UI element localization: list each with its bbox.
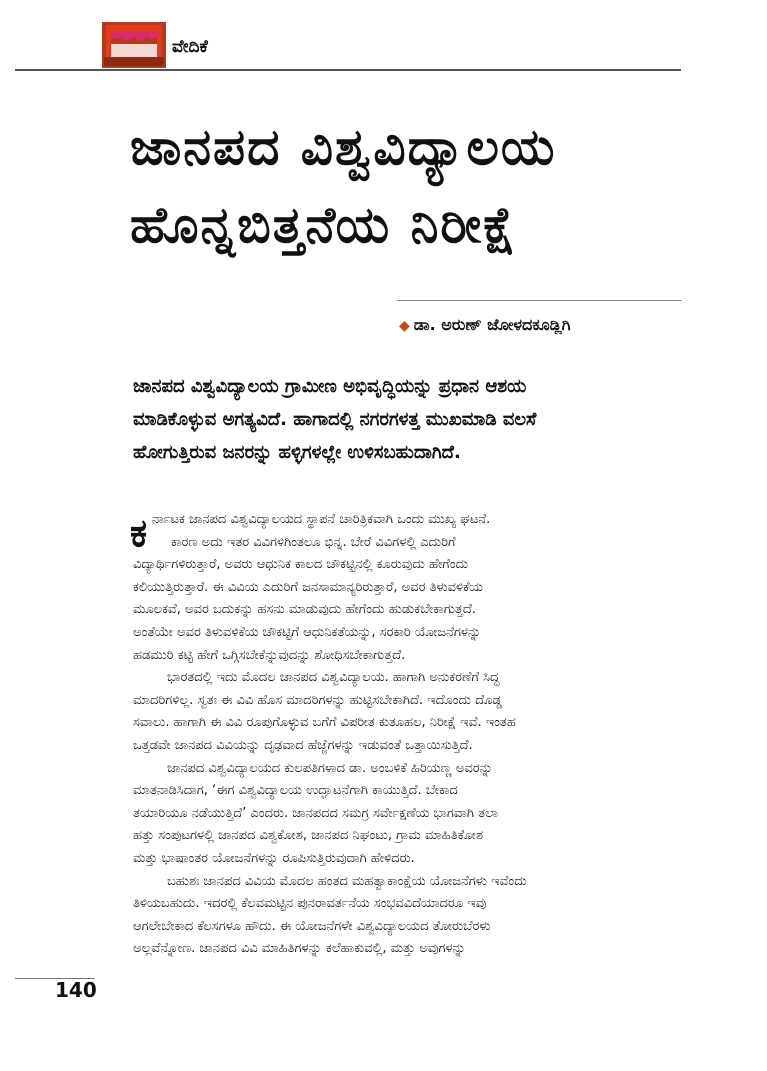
title-line-2: ಹೊನ್ನಬಿತ್ತನೆಯ ನಿರೀಕ್ಷೆ	[130, 196, 518, 254]
body-line: ಒತ್ತಡವೇ ಜಾನಪದ ವಿವಿಯನ್ನು ದೃಢವಾದ ಹೆಜ್ಜೆಗಳನ್ನು ಇಡುವಂತೆ ಒತ್ತಾಯಿಸುತ್ತಿದೆ.	[133, 737, 473, 753]
body-line: ಕ ರ್ನಾಟಕ ಜಾನಪದ ವಿಶ್ವವಿದ್ಯಾಲಯದ ಸ್ಥಾಪನೆ ಚಾರಿತ್ರಿಕವಾಗಿ ಒಂದು ಮುಖ್ಯ ಘಟನೆ.	[130, 511, 491, 555]
body-line: ವಿದ್ಯಾರ್ಥಿಗಳಿರುತ್ತಾರೆ, ಅವರು ಆಧುನಿಕ ಕಾಲದ ಚೌಕಟ್ಟಿನಲ್ಲಿ ಕೂರುವುದು ಹೇಗೆಂದು	[133, 557, 469, 573]
author-byline	[399, 315, 571, 335]
body-line: ಮಾತನಾಡಿಸಿದಾಗ, ‘ಈಗ ವಿಶ್ವವಿದ್ಯಾಲಯ ಉದ್ಘಾಟನೆಗಾಗಿ ಕಾಯುತ್ತಿದೆ. ಬೇಕಾದ	[133, 783, 458, 799]
article-body	[130, 509, 673, 961]
body-line: ಹತ್ತು ಸಂಪುಟಗಳಲ್ಲಿ ಜಾನಪದ ವಿಶ್ವಕೋಶ, ಜಾನಪದ ನಿಘಂಟು, ಗ್ರಾಮ ಮಾಹಿತಿಕೋಶ	[133, 828, 484, 844]
body-line: ಆಗಲೇಬೇಕಾದ ಕೆಲಸಗಳೂ ಹೌದು. ಈ ಯೋಜನೆಗಳೇ ವಿಶ್ವವಿದ್ಯಾಲಯದ ತೋರುಬೆರಳು	[133, 918, 491, 934]
lead-line: ಮಾಡಿಕೊಳ್ಳುವ ಅಗತ್ಯವಿದೆ. ಹಾಗಾದಲ್ಲಿ ನಗರಗಳತ್ತ ಮುಖಮಾಡಿ ವಲಸೆ	[133, 409, 537, 430]
body-line: ಮಾದರಿಗಳಿಲ್ಲ. ಸ್ವತಃ ಈ ವಿವಿ ಹೊಸ ಮಾದರಿಗಳನ್ನು ಹುಟ್ಟಿಸಬೇಕಾಗಿದೆ. ಇದೊಂದು ದೊಡ್ಡ	[133, 692, 503, 708]
page-number: 140	[55, 978, 97, 1002]
lead-line: ಹೋಗುತ್ತಿರುವ ಜನರನ್ನು ಹಳ್ಳಿಗಳಲ್ಲೇ ಉಳಿಸಬಹುದಾಗಿದೆ.	[133, 442, 461, 463]
diamond-bullet-icon: ◆	[399, 318, 410, 334]
header-divider	[15, 69, 681, 71]
body-line: ಅಲ್ಲವೆನ್ನೋಣ. ಜಾನಪದ ವಿವಿ ಮಾಹಿತಿಗಳನ್ನು ಕಲೆಹಾಕುವಲ್ಲಿ, ಮತ್ತು ಅವುಗಳನ್ನು	[133, 941, 466, 957]
drop-cap: ಕ	[130, 511, 148, 555]
lead-paragraph	[133, 370, 663, 469]
body-line: ಮತ್ತು ಭಾಷಾಂತರ ಯೋಜನೆಗಳನ್ನು ರೂಪಿಸುತ್ತಿರುವುದಾಗಿ ಹೇಳಿದರು.	[133, 850, 415, 866]
body-line: ಭಾರತದಲ್ಲಿ ಇದು ಮೊದಲ ಜಾನಪದ ವಿಶ್ವವಿದ್ಯಾಲಯ. ಹಾಗಾಗಿ ಅನುಕರಣೆಗೆ ಸಿದ್ಧ	[167, 670, 500, 686]
section-label: ವೇದಿಕೆ	[172, 37, 208, 57]
body-line: ಅಂತೆಯೇ ಅವರ ತಿಳುವಳಿಕೆಯ ಚೌಕಟ್ಟಿಗೆ ಆಧುನಿಕತೆಯನ್ನು, ಸರಕಾರಿ ಯೋಜನೆಗಳನ್ನು	[133, 624, 482, 640]
body-line: ಕಲಿಯುತ್ತಿರುತ್ತಾರೆ. ಈ ವಿವಿಯ ಎದುರಿಗೆ ಜನಸಾಮಾನ್ಯರಿರುತ್ತಾರೆ, ಅವರ ತಿಳುವಳಿಕೆಯ	[133, 579, 483, 595]
body-line: ಸವಾಲು. ಹಾಗಾಗಿ ಈ ವಿವಿ ರೂಪುಗೊಳ್ಳುವ ಬಗೆಗೆ ವಿಪರೀತ ಕುತೂಹಲ, ನಿರೀಕ್ಷೆ ಇವೆ. ಇಂತಹ	[133, 715, 516, 731]
body-line: ಕಾರಣ ಅದು ಇತರ ವಿವಿಗಳಿಗಿಂತಲೂ ಭಿನ್ನ. ಬೇರೆ ವಿವಿಗಳಲ್ಲಿ ಎದುರಿಗೆ	[171, 534, 456, 550]
article-title	[130, 108, 730, 264]
body-line: ಬಹುಶಃ ಜಾನಪದ ವಿವಿಯ ಮೊದಲ ಹಂತದ ಮಹತ್ವಾಕಾಂಕ್ಷೆಯ ಯೋಜನೆಗಳು ಇವೆಂದು	[167, 873, 527, 889]
author-divider	[397, 300, 682, 301]
body-line: ಜಾನಪದ ವಿಶ್ವವಿದ್ಯಾಲಯದ ಕುಲಪತಿಗಳಾದ ಡಾ. ಅಂಬಳಿಕೆ ಹಿರಿಯಣ್ಣ ಅವರನ್ನು	[167, 760, 493, 776]
body-line: ತಯಾರಿಯೂ ನಡೆಯುತ್ತಿದೆ’ ಎಂದರು. ಜಾನಪದದ ಸಮಗ್ರ ಸರ್ವೇಕ್ಷಣೆಯ ಭಾಗವಾಗಿ ತಲಾ	[133, 805, 499, 821]
body-line: ಹಡಮುರಿ ಕಟ್ಟಿ ಹೇಗೆ ಒಗ್ಗಿಸಬೇಕೆನ್ನುವುದನ್ನು ಶೋಧಿಸಬೇಕಾಗುತ್ತದೆ.	[133, 647, 406, 663]
body-line: ಮೂಲಕವೆ, ಅವರ ಬದುಕನ್ನು ಹಸನು ಮಾಡುವುದು ಹೇಗೆಂದು ಹುಡುಕಬೇಕಾಗುತ್ತದೆ.	[133, 602, 476, 618]
stage-curtain-icon	[102, 22, 166, 68]
author-name: ಡಾ. ಅರುಣ್ ಜೋಳದಕೂಡ್ಲಿಗಿ	[413, 315, 571, 334]
title-line-1: ಜಾನಪದ ವಿಶ್ವವಿದ್ಯಾಲಯ	[130, 118, 557, 176]
lead-line: ಜಾನಪದ ವಿಶ್ವವಿದ್ಯಾಲಯ ಗ್ರಾಮೀಣ ಅಭಿವೃದ್ಧಿಯನ್ನು ಪ್ರಧಾನ ಆಶಯ	[133, 376, 527, 397]
body-line: ತಿಳಿಯಬಹುದು. ಇದರಲ್ಲಿ ಕೆಲವಮಟ್ಟಿನ ಪುನರಾವರ್ತನೆಯ ಸಂಭವವಿದೆಯಾದರೂ ಇವು	[133, 896, 487, 912]
